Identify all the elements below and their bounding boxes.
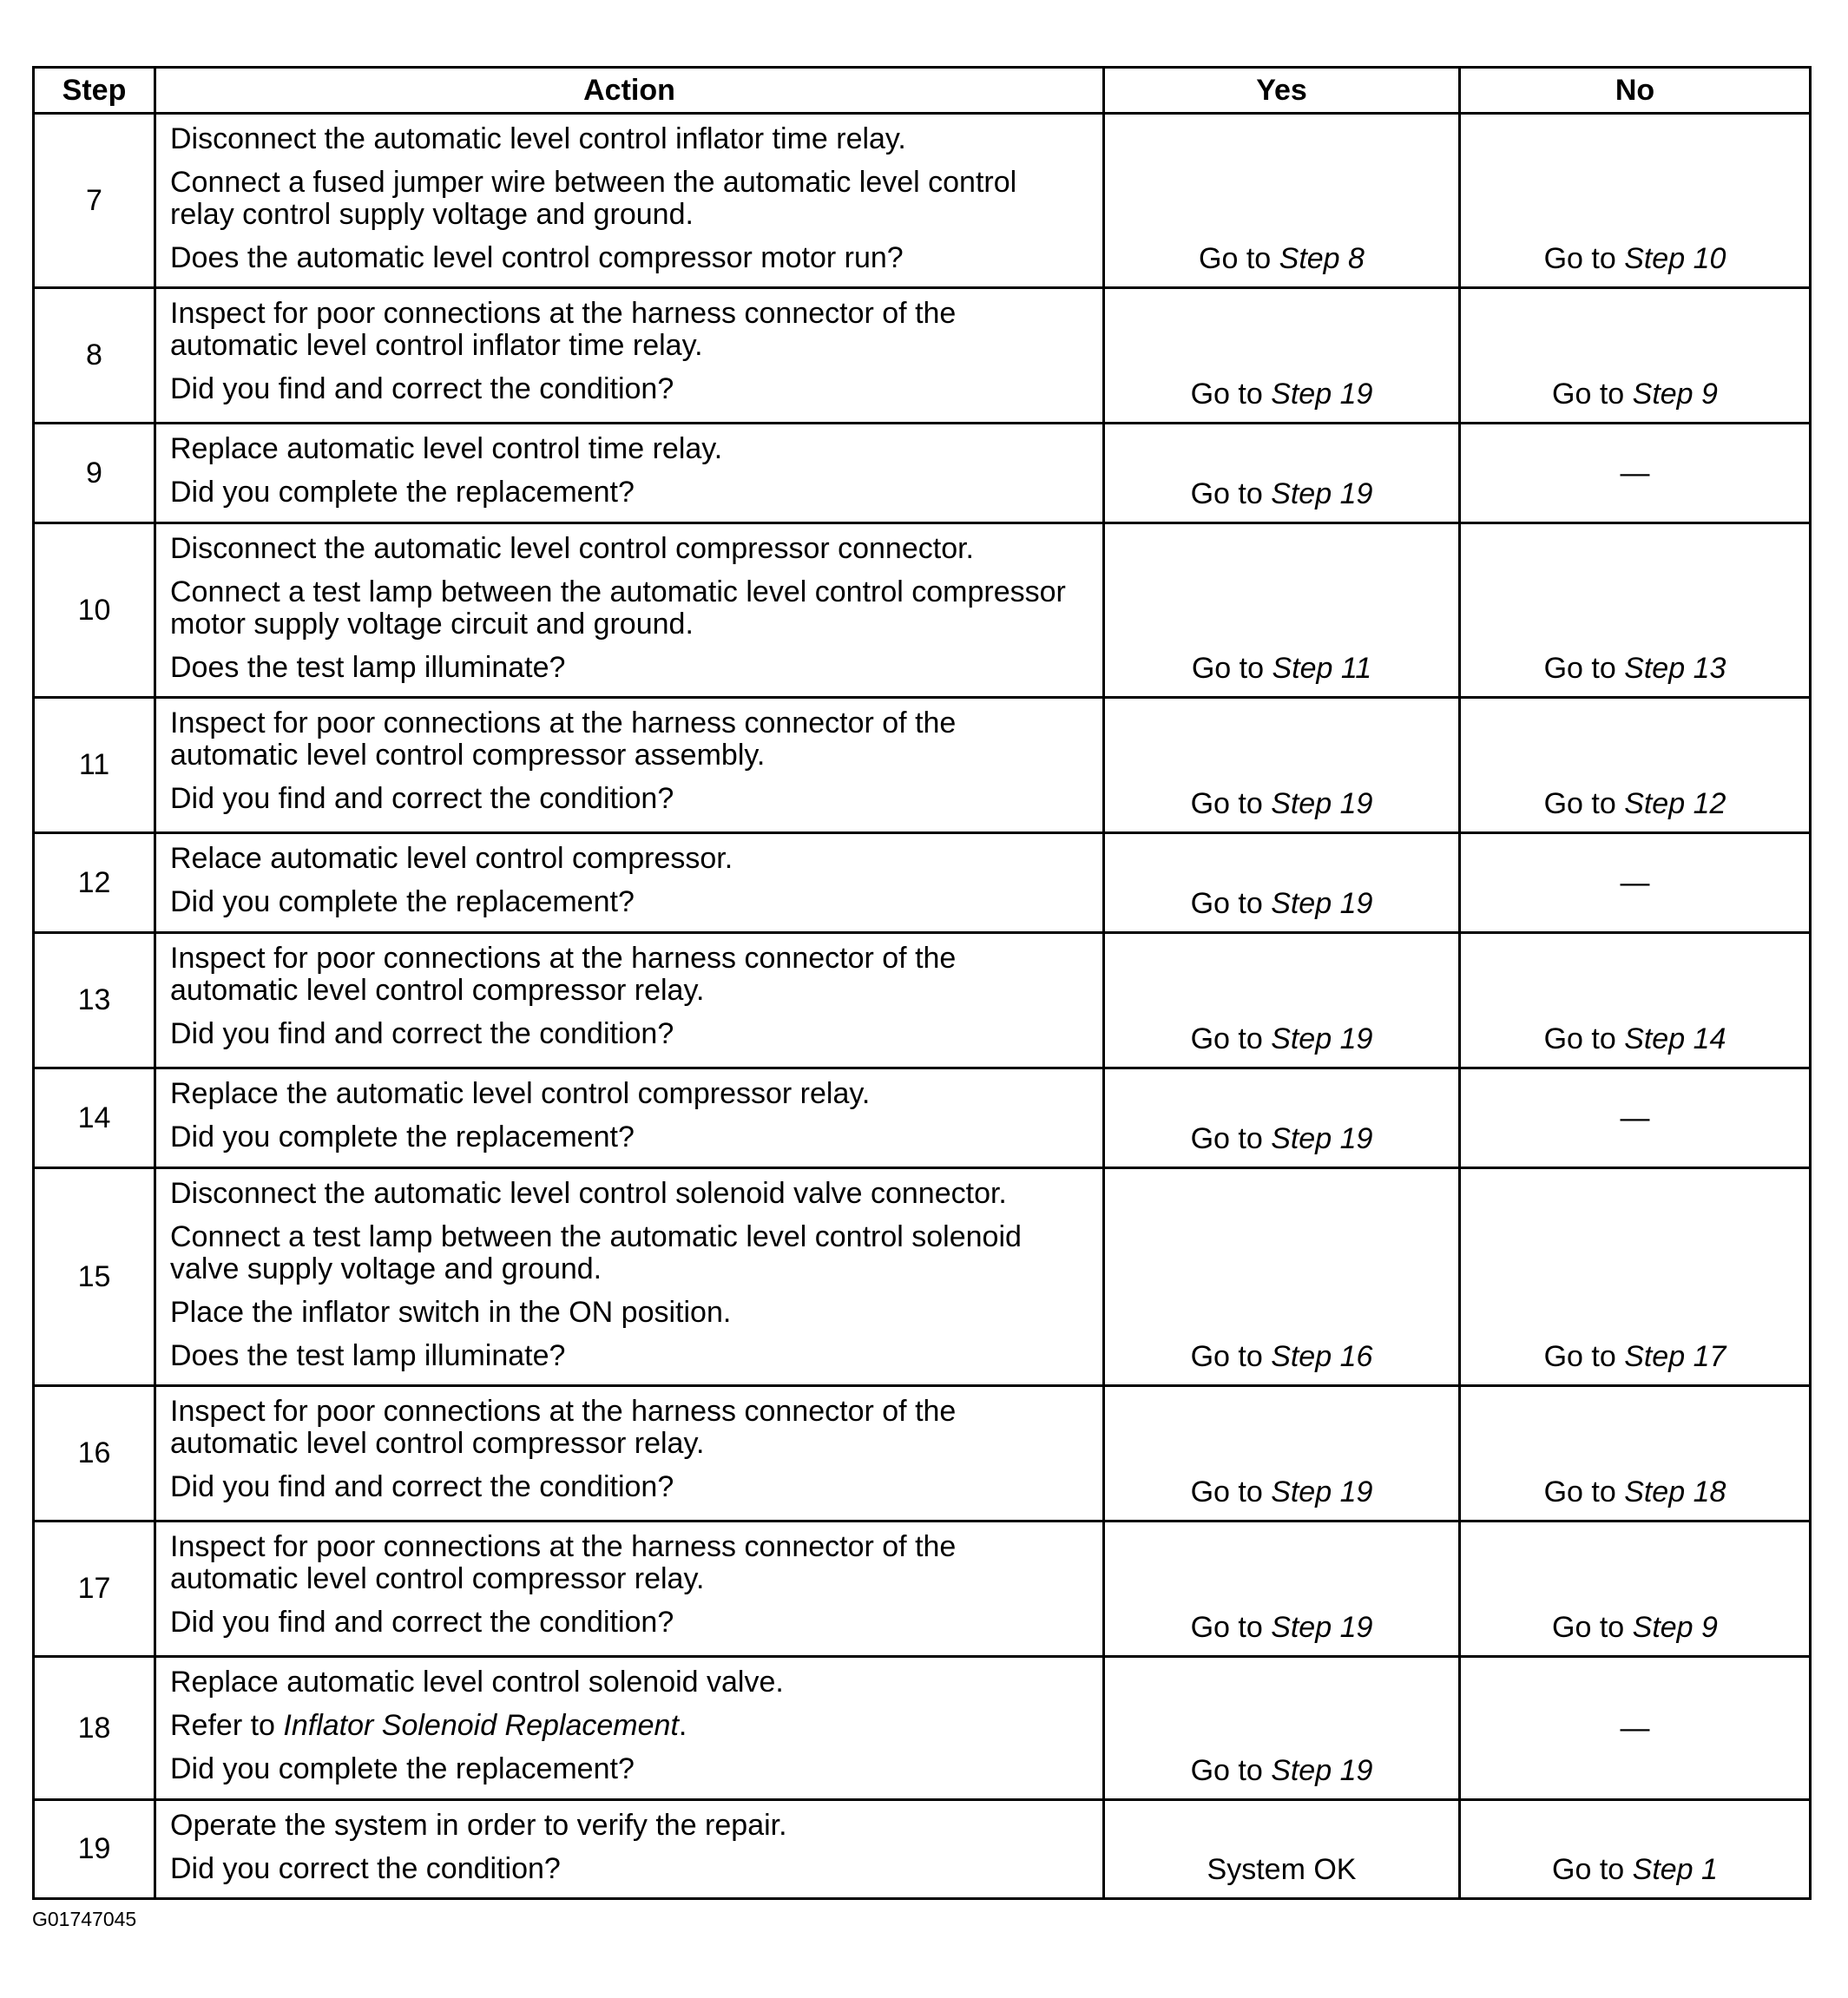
step-number: 17 <box>34 1522 155 1657</box>
procedure-reference: Inflator Solenoid Replacement <box>283 1709 679 1742</box>
action-line: Inspect for poor connections at the harness connector of the automatic level control inflator time relay. <box>170 297 957 362</box>
no-goto-prefix: Go to <box>1552 1611 1633 1644</box>
no-step-ref: Step 12 <box>1624 787 1726 820</box>
yes-cell <box>1104 1522 1460 1657</box>
table-row <box>34 1522 1811 1657</box>
no-goto-prefix: Go to <box>1543 1022 1625 1055</box>
action-cell <box>155 288 1104 424</box>
action-line: Connect a test lamp between the automatic level control solenoid valve supply voltage and ground. <box>170 1220 1022 1285</box>
action-line: Disconnect the automatic level control inflator time relay. <box>170 122 906 155</box>
yes-goto-prefix: Go to <box>1190 1122 1272 1155</box>
no-cell <box>1460 933 1811 1068</box>
step-number: 15 <box>34 1168 155 1386</box>
yes-step-ref: Step 19 <box>1271 1122 1373 1155</box>
step-number: 9 <box>34 424 155 523</box>
yes-cell <box>1104 1168 1460 1386</box>
step-number: 13 <box>34 933 155 1068</box>
header-yes: Yes <box>1104 68 1460 114</box>
yes-cell <box>1104 933 1460 1068</box>
action-line: Did you find and correct the condition? <box>170 372 674 405</box>
no-cell <box>1460 1168 1811 1386</box>
action-line: Disconnect the automatic level control solenoid valve connector. <box>170 1177 1007 1210</box>
no-cell <box>1460 114 1811 288</box>
no-step-ref: Step 18 <box>1624 1475 1726 1508</box>
yes-goto-prefix: Go to <box>1190 1475 1272 1508</box>
yes-step-ref: Step 19 <box>1271 477 1373 510</box>
table-row <box>34 1168 1811 1386</box>
no-dash: — <box>1620 456 1650 490</box>
header-no: No <box>1460 68 1811 114</box>
table-body <box>34 114 1811 1899</box>
action-line: Did you complete the replacement? <box>170 1121 635 1153</box>
yes-cell <box>1104 1657 1460 1800</box>
no-cell <box>1460 1068 1811 1168</box>
yes-cell <box>1104 114 1460 288</box>
action-cell <box>155 1168 1104 1386</box>
yes-result-text: System OK <box>1207 1853 1357 1886</box>
table-header-row <box>34 68 1811 114</box>
action-line: Inspect for poor connections at the harness connector of the automatic level control compressor assembly. <box>170 707 957 772</box>
action-suffix: . <box>678 1709 687 1742</box>
action-line: Disconnect the automatic level control compressor connector. <box>170 532 975 565</box>
action-line: Did you complete the replacement? <box>170 885 635 918</box>
yes-step-ref: Step 16 <box>1271 1340 1373 1373</box>
action-cell <box>155 698 1104 833</box>
action-line: Operate the system in order to verify the repair. <box>170 1809 787 1842</box>
no-goto-prefix: Go to <box>1543 1475 1625 1508</box>
no-cell <box>1460 288 1811 424</box>
yes-goto-prefix: Go to <box>1190 787 1272 820</box>
action-cell <box>155 1657 1104 1800</box>
action-cell <box>155 1522 1104 1657</box>
action-line: Replace the automatic level control compressor relay. <box>170 1077 871 1110</box>
table-row <box>34 1657 1811 1800</box>
yes-goto-prefix: Go to <box>1190 1754 1272 1787</box>
action-line: Did you complete the replacement? <box>170 476 635 509</box>
table-row <box>34 288 1811 424</box>
yes-cell <box>1104 424 1460 523</box>
no-step-ref: Step 14 <box>1624 1022 1726 1055</box>
yes-goto-prefix: Go to <box>1199 242 1279 275</box>
action-line: Replace automatic level control time relay. <box>170 432 723 465</box>
no-cell <box>1460 1386 1811 1522</box>
header-action: Action <box>155 68 1104 114</box>
action-cell <box>155 1386 1104 1522</box>
no-cell <box>1460 1522 1811 1657</box>
step-number: 19 <box>34 1800 155 1899</box>
yes-cell <box>1104 1800 1460 1899</box>
action-line: Inspect for poor connections at the harness connector of the automatic level control compressor relay. <box>170 1395 957 1460</box>
no-cell <box>1460 698 1811 833</box>
step-number: 18 <box>34 1657 155 1800</box>
yes-cell <box>1104 698 1460 833</box>
step-number: 11 <box>34 698 155 833</box>
action-cell <box>155 933 1104 1068</box>
action-line: Did you correct the condition? <box>170 1852 561 1885</box>
yes-goto-prefix: Go to <box>1190 378 1272 411</box>
no-cell <box>1460 424 1811 523</box>
action-line: Replace automatic level control solenoid valve. <box>170 1666 784 1699</box>
table-row <box>34 1800 1811 1899</box>
yes-goto-prefix: Go to <box>1191 652 1273 685</box>
figure-id: G01747045 <box>32 1908 137 1930</box>
action-line: Does the test lamp illuminate? <box>170 1339 566 1372</box>
no-dash: — <box>1620 865 1650 899</box>
header-step: Step <box>34 68 155 114</box>
yes-cell <box>1104 833 1460 933</box>
yes-step-ref: Step 19 <box>1271 1475 1373 1508</box>
no-step-ref: Step 9 <box>1632 378 1718 411</box>
action-cell <box>155 1068 1104 1168</box>
yes-step-ref: Step 11 <box>1272 652 1372 685</box>
no-cell <box>1460 523 1811 698</box>
table-row <box>34 114 1811 288</box>
action-cell <box>155 114 1104 288</box>
action-line: Inspect for poor connections at the harness connector of the automatic level control compressor relay. <box>170 942 957 1007</box>
no-goto-prefix: Go to <box>1552 378 1633 411</box>
no-step-ref: Step 1 <box>1632 1853 1718 1886</box>
table-row <box>34 833 1811 933</box>
yes-cell <box>1104 1386 1460 1522</box>
step-number: 8 <box>34 288 155 424</box>
action-line: Did you find and correct the condition? <box>170 1017 674 1050</box>
table-row <box>34 523 1811 698</box>
table-row <box>34 1386 1811 1522</box>
step-number: 12 <box>34 833 155 933</box>
action-line <box>170 1710 1088 1742</box>
yes-step-ref: Step 19 <box>1271 1754 1373 1787</box>
action-line: Did you complete the replacement? <box>170 1752 635 1785</box>
table-row <box>34 698 1811 833</box>
no-cell <box>1460 1657 1811 1800</box>
action-cell <box>155 1800 1104 1899</box>
action-cell <box>155 833 1104 933</box>
no-dash: — <box>1620 1711 1650 1745</box>
no-step-ref: Step 9 <box>1632 1611 1718 1644</box>
step-number: 14 <box>34 1068 155 1168</box>
action-line: Did you find and correct the condition? <box>170 782 674 815</box>
action-cell <box>155 424 1104 523</box>
table-row <box>34 933 1811 1068</box>
no-dash: — <box>1620 1101 1650 1134</box>
no-goto-prefix: Go to <box>1543 652 1625 685</box>
yes-cell <box>1104 1068 1460 1168</box>
action-line: Relace automatic level control compressor. <box>170 842 733 875</box>
step-number: 16 <box>34 1386 155 1522</box>
no-step-ref: Step 17 <box>1624 1340 1726 1373</box>
no-cell <box>1460 833 1811 933</box>
yes-step-ref: Step 8 <box>1279 242 1365 275</box>
step-number: 7 <box>34 114 155 288</box>
table-row <box>34 424 1811 523</box>
yes-step-ref: Step 19 <box>1271 378 1373 411</box>
yes-goto-prefix: Go to <box>1190 1340 1272 1373</box>
no-cell <box>1460 1800 1811 1899</box>
no-goto-prefix: Go to <box>1552 1853 1633 1886</box>
no-goto-prefix: Go to <box>1543 242 1625 275</box>
yes-step-ref: Step 19 <box>1271 887 1373 920</box>
action-line: Does the automatic level control compressor motor run? <box>170 241 904 274</box>
action-line: Inspect for poor connections at the harness connector of the automatic level control compressor relay. <box>170 1530 957 1595</box>
yes-goto-prefix: Go to <box>1190 1611 1272 1644</box>
step-number: 10 <box>34 523 155 698</box>
yes-step-ref: Step 19 <box>1271 1022 1373 1055</box>
yes-cell <box>1104 288 1460 424</box>
table-row <box>34 1068 1811 1168</box>
yes-goto-prefix: Go to <box>1190 1022 1272 1055</box>
no-step-ref: Step 13 <box>1624 652 1726 685</box>
yes-cell <box>1104 523 1460 698</box>
yes-goto-prefix: Go to <box>1190 887 1272 920</box>
action-prefix: Refer to <box>170 1709 284 1742</box>
action-line: Place the inflator switch in the ON position. <box>170 1296 732 1329</box>
action-line: Connect a test lamp between the automatic level control compressor motor supply voltage circuit and ground. <box>170 575 1066 641</box>
no-goto-prefix: Go to <box>1543 787 1625 820</box>
action-line: Did you find and correct the condition? <box>170 1606 674 1639</box>
no-step-ref: Step 10 <box>1624 242 1726 275</box>
no-goto-prefix: Go to <box>1543 1340 1625 1373</box>
diagnostic-table <box>32 66 1812 1900</box>
yes-step-ref: Step 19 <box>1271 787 1373 820</box>
action-line: Does the test lamp illuminate? <box>170 651 566 684</box>
yes-step-ref: Step 19 <box>1271 1611 1373 1644</box>
yes-goto-prefix: Go to <box>1190 477 1272 510</box>
action-line: Connect a fused jumper wire between the automatic level control relay control supply voltage and ground. <box>170 166 1017 231</box>
action-cell <box>155 523 1104 698</box>
action-line: Did you find and correct the condition? <box>170 1470 674 1503</box>
